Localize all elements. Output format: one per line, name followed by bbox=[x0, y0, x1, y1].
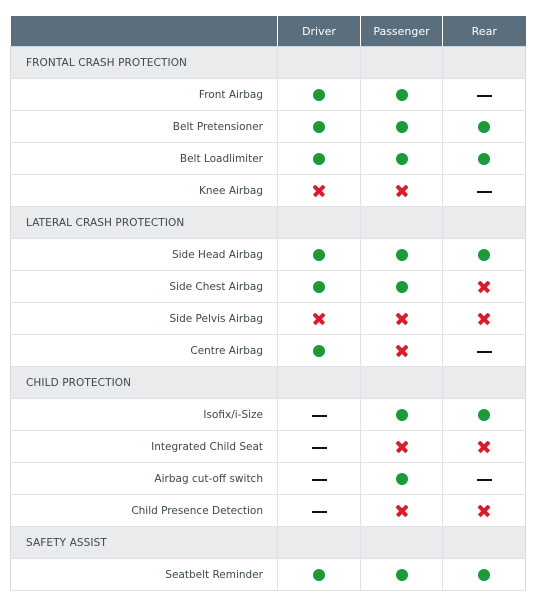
column-header-rear: Rear bbox=[443, 16, 526, 47]
red-cross-icon bbox=[313, 313, 325, 325]
green-dot-icon bbox=[313, 569, 325, 581]
table-row bbox=[11, 79, 526, 111]
status-cell-driver bbox=[278, 175, 361, 207]
status-cell-rear bbox=[443, 111, 526, 143]
column-header-passenger: Passenger bbox=[361, 16, 443, 47]
status-cell-driver bbox=[278, 463, 361, 495]
dash-icon bbox=[312, 479, 327, 481]
table-row bbox=[11, 399, 526, 431]
section-empty-cell bbox=[278, 527, 361, 559]
safety-equipment-table bbox=[10, 16, 526, 591]
status-cell-passenger bbox=[361, 303, 443, 335]
status-cell-driver bbox=[278, 239, 361, 271]
green-dot-icon bbox=[478, 569, 490, 581]
green-dot-icon bbox=[478, 249, 490, 261]
section-empty-cell bbox=[361, 207, 443, 239]
section-title: SAFETY ASSIST bbox=[11, 527, 278, 559]
green-dot-icon bbox=[478, 121, 490, 133]
section-empty-cell bbox=[443, 47, 526, 79]
red-cross-icon bbox=[396, 185, 408, 197]
status-cell-driver bbox=[278, 303, 361, 335]
red-cross-icon bbox=[478, 441, 490, 453]
feature-label: Side Pelvis Airbag bbox=[11, 303, 278, 335]
status-cell-driver bbox=[278, 559, 361, 591]
section-empty-cell bbox=[361, 527, 443, 559]
status-cell-rear bbox=[443, 559, 526, 591]
feature-label: Side Head Airbag bbox=[11, 239, 278, 271]
table-body bbox=[11, 47, 526, 591]
status-cell-passenger bbox=[361, 79, 443, 111]
red-cross-icon bbox=[396, 441, 408, 453]
section-empty-cell bbox=[443, 527, 526, 559]
status-cell-rear bbox=[443, 335, 526, 367]
feature-label: Knee Airbag bbox=[11, 175, 278, 207]
green-dot-icon bbox=[396, 281, 408, 293]
red-cross-icon bbox=[313, 185, 325, 197]
status-cell-rear bbox=[443, 495, 526, 527]
red-cross-icon bbox=[478, 505, 490, 517]
table-row bbox=[11, 175, 526, 207]
green-dot-icon bbox=[396, 153, 408, 165]
green-dot-icon bbox=[313, 249, 325, 261]
status-cell-passenger bbox=[361, 143, 443, 175]
status-cell-rear bbox=[443, 399, 526, 431]
red-cross-icon bbox=[396, 313, 408, 325]
table-row bbox=[11, 495, 526, 527]
header-blank-cell bbox=[11, 16, 278, 47]
status-cell-driver bbox=[278, 111, 361, 143]
table-row bbox=[11, 431, 526, 463]
section-header-row bbox=[11, 367, 526, 399]
feature-label: Seatbelt Reminder bbox=[11, 559, 278, 591]
column-header-driver: Driver bbox=[278, 16, 361, 47]
table-row bbox=[11, 303, 526, 335]
table-header bbox=[11, 16, 526, 47]
section-title: FRONTAL CRASH PROTECTION bbox=[11, 47, 278, 79]
status-cell-passenger bbox=[361, 271, 443, 303]
table-row bbox=[11, 143, 526, 175]
status-cell-passenger bbox=[361, 431, 443, 463]
section-empty-cell bbox=[278, 207, 361, 239]
status-cell-rear bbox=[443, 271, 526, 303]
green-dot-icon bbox=[478, 153, 490, 165]
status-cell-passenger bbox=[361, 111, 443, 143]
dash-icon bbox=[312, 447, 327, 449]
status-cell-passenger bbox=[361, 239, 443, 271]
status-cell-driver bbox=[278, 271, 361, 303]
table-row bbox=[11, 559, 526, 591]
red-cross-icon bbox=[478, 313, 490, 325]
status-cell-driver bbox=[278, 495, 361, 527]
section-title: LATERAL CRASH PROTECTION bbox=[11, 207, 278, 239]
status-cell-passenger bbox=[361, 399, 443, 431]
status-cell-driver bbox=[278, 79, 361, 111]
status-cell-passenger bbox=[361, 335, 443, 367]
green-dot-icon bbox=[313, 153, 325, 165]
green-dot-icon bbox=[478, 409, 490, 421]
section-empty-cell bbox=[278, 47, 361, 79]
red-cross-icon bbox=[396, 505, 408, 517]
table-row bbox=[11, 239, 526, 271]
feature-label: Centre Airbag bbox=[11, 335, 278, 367]
status-cell-driver bbox=[278, 399, 361, 431]
dash-icon bbox=[312, 415, 327, 417]
section-empty-cell bbox=[361, 367, 443, 399]
dash-icon bbox=[477, 191, 492, 193]
section-empty-cell bbox=[443, 367, 526, 399]
status-cell-passenger bbox=[361, 175, 443, 207]
status-cell-driver bbox=[278, 431, 361, 463]
status-cell-rear bbox=[443, 239, 526, 271]
status-cell-rear bbox=[443, 79, 526, 111]
table-row bbox=[11, 111, 526, 143]
green-dot-icon bbox=[313, 121, 325, 133]
green-dot-icon bbox=[313, 345, 325, 357]
dash-icon bbox=[312, 511, 327, 513]
feature-label: Airbag cut-off switch bbox=[11, 463, 278, 495]
table-row bbox=[11, 271, 526, 303]
green-dot-icon bbox=[313, 281, 325, 293]
feature-label: Belt Loadlimiter bbox=[11, 143, 278, 175]
green-dot-icon bbox=[396, 249, 408, 261]
green-dot-icon bbox=[313, 89, 325, 101]
section-empty-cell bbox=[278, 367, 361, 399]
status-cell-rear bbox=[443, 175, 526, 207]
status-cell-passenger bbox=[361, 495, 443, 527]
status-cell-rear bbox=[443, 463, 526, 495]
green-dot-icon bbox=[396, 121, 408, 133]
section-header-row bbox=[11, 207, 526, 239]
status-cell-driver bbox=[278, 335, 361, 367]
green-dot-icon bbox=[396, 409, 408, 421]
section-header-row bbox=[11, 47, 526, 79]
section-title: CHILD PROTECTION bbox=[11, 367, 278, 399]
feature-label: Integrated Child Seat bbox=[11, 431, 278, 463]
status-cell-rear bbox=[443, 143, 526, 175]
status-cell-passenger bbox=[361, 559, 443, 591]
status-cell-driver bbox=[278, 143, 361, 175]
status-cell-rear bbox=[443, 303, 526, 335]
red-cross-icon bbox=[478, 281, 490, 293]
dash-icon bbox=[477, 95, 492, 97]
section-header-row bbox=[11, 527, 526, 559]
feature-label: Child Presence Detection bbox=[11, 495, 278, 527]
dash-icon bbox=[477, 351, 492, 353]
red-cross-icon bbox=[396, 345, 408, 357]
status-cell-rear bbox=[443, 431, 526, 463]
section-empty-cell bbox=[443, 207, 526, 239]
feature-label: Belt Pretensioner bbox=[11, 111, 278, 143]
section-empty-cell bbox=[361, 47, 443, 79]
status-cell-passenger bbox=[361, 463, 443, 495]
green-dot-icon bbox=[396, 473, 408, 485]
feature-label: Front Airbag bbox=[11, 79, 278, 111]
table-row bbox=[11, 335, 526, 367]
table-row bbox=[11, 463, 526, 495]
feature-label: Side Chest Airbag bbox=[11, 271, 278, 303]
feature-label: Isofix/i-Size bbox=[11, 399, 278, 431]
green-dot-icon bbox=[396, 569, 408, 581]
dash-icon bbox=[477, 479, 492, 481]
green-dot-icon bbox=[396, 89, 408, 101]
